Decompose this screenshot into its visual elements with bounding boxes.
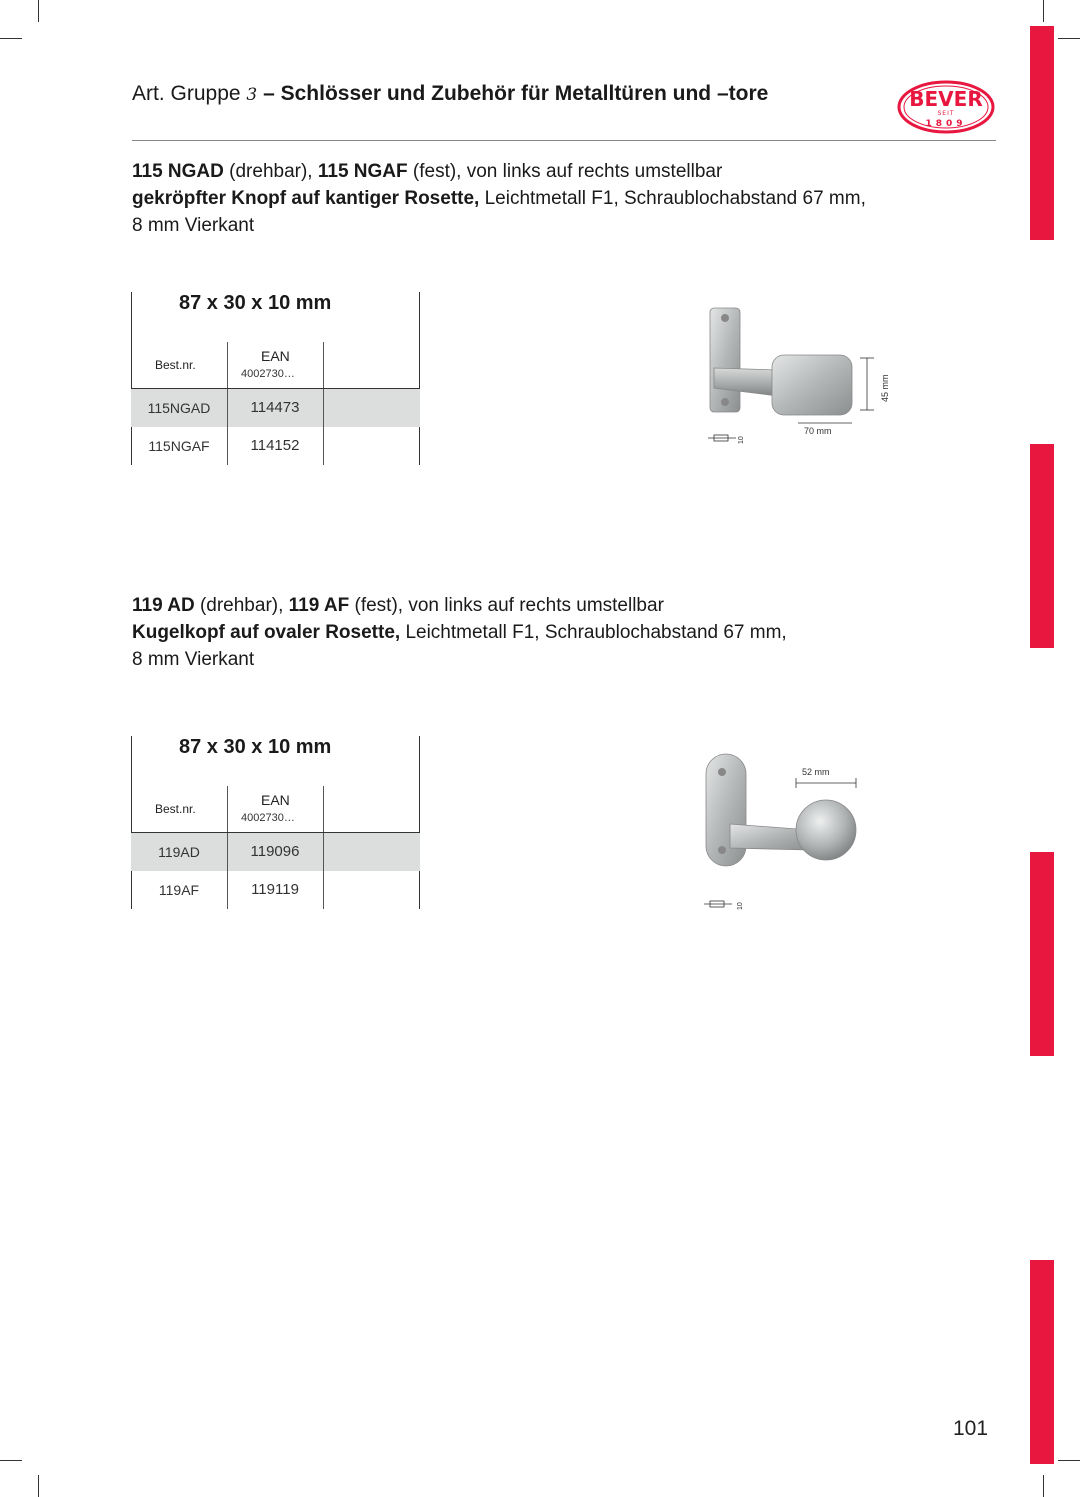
product-code: 115 NGAF [317,161,408,182]
col-separator [227,389,228,465]
product-spec: Leichtmetall F1, Schraublochabstand 67 mm, [405,622,787,643]
product-code: 119 AF [288,595,350,616]
col-separator [227,833,228,909]
col-separator [323,833,324,909]
dim-length: 70 mm [804,426,832,436]
product-name: Kugelkopf auf ovaler Rosette, [132,622,401,643]
cell-best: 119AD [158,844,200,860]
table-row [131,871,420,909]
crop-mark [1058,1460,1080,1461]
header-prefix: Art. Gruppe [132,82,241,105]
header-title: Schlösser und Zubehör für Metalltüren und –tore [280,82,769,105]
header-dash: – [263,82,275,105]
col-header-ean-prefix: 4002730… [241,368,295,380]
dim-square: 10 [737,902,744,910]
dim-diameter: 52 mm [802,767,830,777]
crop-mark [38,0,39,22]
product-variant: (fest), von links auf rechts umstellbar [412,161,723,182]
cell-best: 115NGAD [147,400,211,416]
product-spec-line [132,185,866,212]
cell-ean: 114152 [250,437,300,454]
product-description [132,158,866,239]
product-description [132,592,787,673]
header-rule [132,140,996,141]
bever-logo [896,80,996,134]
crop-mark [0,1460,22,1461]
thumb-tab [1030,26,1054,240]
product-variant: (drehbar), [229,161,313,182]
size-label: 87 x 30 x 10 mm [179,292,332,314]
product-variant: (fest), von links auf rechts umstellbar [354,595,664,616]
crop-mark [1043,0,1044,22]
logo-year: 1809 [925,119,967,129]
table-row [131,833,420,871]
product-title-line [132,592,787,619]
crop-mark [1058,38,1080,39]
table-row [131,427,420,465]
product-image-ball-knob [700,750,880,920]
cell-ean: 114473 [250,399,300,416]
header-group-number: 3 [246,85,258,105]
product-spec-line-2: 8 mm Vierkant [132,215,255,236]
logo-seit: SEIT [937,110,955,117]
product-spec-line-2: 8 mm Vierkant [132,649,255,670]
size-label: 87 x 30 x 10 mm [179,736,332,758]
product-spec-line [132,619,787,646]
col-header-best: Best.nr. [155,802,196,816]
order-table [131,292,420,465]
crop-mark [1043,1475,1044,1497]
product-name: gekröpfter Knopf auf kantiger Rosette, [132,188,480,209]
crop-mark [0,38,22,39]
thumb-tab [1030,852,1054,1056]
cell-best: 119AF [158,882,200,898]
col-header-ean-prefix: 4002730… [241,812,295,824]
page-header [132,82,768,106]
col-header-best: Best.nr. [155,358,196,372]
product-code: 119 AD [132,595,195,616]
product-image-knob [700,300,920,450]
dim-height: 45 mm [880,374,890,402]
crop-mark [38,1475,39,1497]
cell-best: 115NGAF [148,438,210,454]
product-code: 115 NGAD [132,161,224,182]
col-header-ean: EAN [261,348,290,364]
product-title-line [132,158,866,185]
col-separator [323,389,324,465]
product-spec: Leichtmetall F1, Schraublochabstand 67 mm, [484,188,866,209]
cell-ean: 119119 [251,881,299,898]
cell-ean: 119096 [250,843,300,860]
page-number: 101 [953,1417,989,1440]
thumb-tab [1030,1260,1054,1464]
col-header-ean: EAN [261,792,290,808]
order-table [131,736,420,909]
thumb-tab [1030,444,1054,648]
table-row [131,389,420,427]
logo-word: BEVER [909,87,983,111]
product-variant: (drehbar), [199,595,284,616]
dim-square: 10 [738,436,745,444]
